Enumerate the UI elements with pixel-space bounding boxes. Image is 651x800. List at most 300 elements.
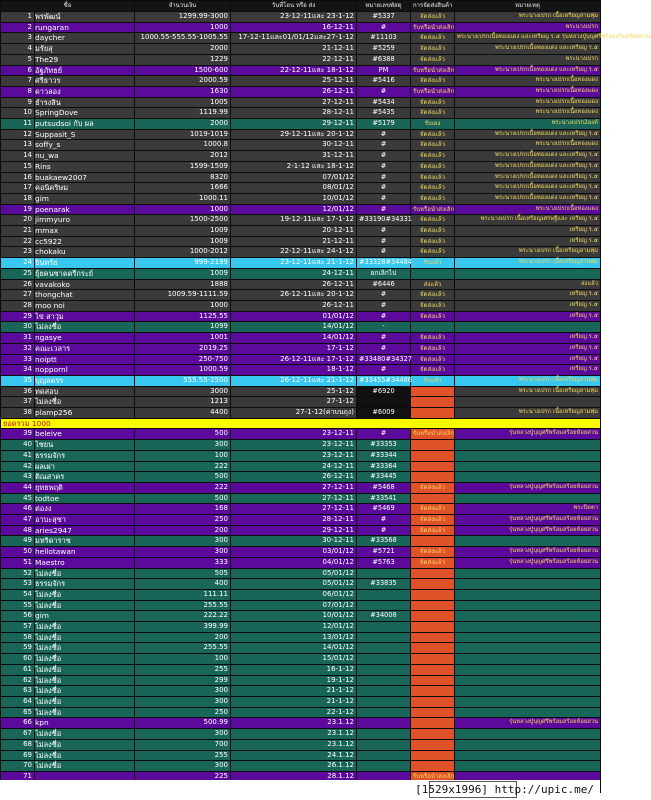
tracking-cell (357, 654, 411, 665)
tracking-cell: # (357, 129, 411, 140)
date-cell: 22-1-12 (231, 707, 357, 718)
tracking-cell: # (357, 161, 411, 172)
table-row[interactable] (1, 12, 601, 23)
note-cell: พระนางเปรก เนื้อเหรียญเศรษฐีและ เหรียญ ร.๕ (455, 215, 601, 226)
status-cell: รับเอง (411, 119, 455, 130)
footer-label (415, 783, 594, 796)
amount-cell: 1599-1509 (135, 161, 231, 172)
donor-name: ธรรมจักร (35, 450, 135, 461)
table-row[interactable] (1, 461, 601, 472)
date-cell: 25-1-12 (231, 386, 357, 397)
row-number: 34 (1, 365, 35, 376)
table-row[interactable] (1, 579, 601, 590)
amount-cell: 1888 (135, 279, 231, 290)
note-cell: พระนางเปรกเนื้อทองแดง และเหรียญ ร.๕ (455, 193, 601, 204)
tracking-cell: # (357, 333, 411, 344)
table-row[interactable] (1, 729, 601, 740)
table-row[interactable] (1, 707, 601, 718)
table-row[interactable] (1, 493, 601, 504)
date-cell: 10/01/12 (231, 611, 357, 622)
table-row[interactable] (1, 611, 601, 622)
status-cell (411, 761, 455, 772)
row-number: 31 (1, 333, 35, 344)
note-cell (455, 268, 601, 279)
note-cell (455, 450, 601, 461)
header-date: วันที่โอน หรือ ส่ง (231, 1, 357, 12)
date-cell: 07/01/12 (231, 600, 357, 611)
donor-name: ไม่ลงชื่อ (35, 397, 135, 408)
table-row[interactable] (1, 193, 601, 204)
table-row[interactable] (1, 739, 601, 750)
table-row[interactable] (1, 343, 601, 354)
table-row[interactable] (1, 44, 601, 55)
table-row[interactable] (1, 365, 601, 376)
tracking-cell: #5179 (357, 119, 411, 130)
date-cell: 27-12-11 (231, 504, 357, 515)
amount-cell: 300 (135, 547, 231, 558)
note-cell: พระนางเปรกเนื้อทองแดง (455, 204, 601, 215)
amount-cell: 2019.25 (135, 343, 231, 354)
donor-name: คณะเวลาร (35, 343, 135, 354)
tracking-cell: # (357, 22, 411, 33)
donor-name: gim (35, 193, 135, 204)
note-cell (455, 697, 601, 708)
note-cell: เหรียญ ร.๕ (455, 333, 601, 344)
row-number: 64 (1, 697, 35, 708)
note-cell (455, 589, 601, 600)
row-number: 11 (1, 119, 35, 130)
date-cell: 26-12-11และ 21-1-12 (231, 375, 357, 386)
date-cell: 27-12-11 (231, 97, 357, 108)
date-cell: 28-12-11 (231, 108, 357, 119)
date-cell: 05/01/12 (231, 579, 357, 590)
date-cell: 21-1-12 (231, 686, 357, 697)
table-row[interactable] (1, 33, 601, 44)
donor-name: ไม่ลงชื่อ (35, 643, 135, 654)
table-row[interactable] (1, 204, 601, 215)
tracking-cell: #33190#34331 (357, 215, 411, 226)
tracking-cell (357, 397, 411, 408)
date-cell: 12/01/12 (231, 204, 357, 215)
row-number: 61 (1, 664, 35, 675)
table-row[interactable] (1, 557, 601, 568)
row-number: 43 (1, 472, 35, 483)
row-number: 16 (1, 172, 35, 183)
note-cell (455, 493, 601, 504)
table-row[interactable] (1, 140, 601, 151)
table-row[interactable] (1, 236, 601, 247)
donor-name: noppornl (35, 365, 135, 376)
donor-name: ไม่ลงชื่อ (35, 739, 135, 750)
donor-name: ไม่ลงชื่อ (35, 686, 135, 697)
amount-cell: 399.99 (135, 622, 231, 633)
tracking-cell: #5416 (357, 76, 411, 87)
date-cell: 26-12-11 (231, 279, 357, 290)
tracking-cell: #33344 (357, 450, 411, 461)
row-number: 13 (1, 140, 35, 151)
amount-cell: 1229 (135, 54, 231, 65)
row-number: 51 (1, 557, 35, 568)
tracking-cell: #33364 (357, 461, 411, 472)
status-cell (411, 408, 455, 419)
donor-name: ngasye (35, 333, 135, 344)
status-cell: ส่งแล้ว (411, 279, 455, 290)
date-cell: 26-12-11 (231, 86, 357, 97)
note-cell (455, 761, 601, 772)
date-cell: 17-12-11และ01/01/12และ27-1-12 (231, 33, 357, 44)
amount-cell: 300 (135, 536, 231, 547)
date-cell: 30-12-11 (231, 140, 357, 151)
status-cell: รับหรือนำส่งเลิก (411, 771, 455, 782)
amount-cell: 1019-1019 (135, 129, 231, 140)
note-cell (455, 611, 601, 622)
amount-cell: 300 (135, 761, 231, 772)
row-number: 59 (1, 643, 35, 654)
amount-cell: 200 (135, 632, 231, 643)
donor-name: อาบะสุชา (35, 515, 135, 526)
table-row[interactable] (1, 183, 601, 194)
amount-cell: 1000 (135, 204, 231, 215)
table-row[interactable] (1, 525, 601, 536)
status-cell (411, 739, 455, 750)
date-cell: 26-12-11และ 17-1-12 (231, 354, 357, 365)
tracking-cell: # (357, 140, 411, 151)
row-number: 33 (1, 354, 35, 365)
table-row[interactable] (1, 654, 601, 665)
tracking-cell: #33568 (357, 536, 411, 547)
note-cell (455, 579, 601, 590)
table-row[interactable] (1, 375, 601, 386)
table-row[interactable] (1, 504, 601, 515)
header-note: หมายเหตุ (455, 1, 601, 12)
status-cell: จัดส่งแล้ว (411, 365, 455, 376)
row-number: 7 (1, 76, 35, 87)
donor-name: ดาวลอง (35, 86, 135, 97)
row-number: 20 (1, 215, 35, 226)
table-row[interactable] (1, 119, 601, 130)
table-row[interactable] (1, 429, 601, 440)
row-number: 71 (1, 771, 35, 782)
tracking-cell: #5763 (357, 557, 411, 568)
status-cell (411, 729, 455, 740)
note-cell (455, 397, 601, 408)
tracking-cell: # (357, 172, 411, 183)
row-number: 4 (1, 44, 35, 55)
donor-name: ผลเผ่า (35, 461, 135, 472)
row-number: 25 (1, 268, 35, 279)
table-row[interactable] (1, 643, 601, 654)
tracking-cell (357, 750, 411, 761)
amount-cell: 555.55-2500 (135, 375, 231, 386)
note-cell: พระนางเปรก เนื้อเหรียญสามพุ่ม (455, 408, 601, 419)
table-row[interactable] (1, 718, 601, 729)
status-cell: จัดส่งแล้ว (411, 226, 455, 237)
status-cell (411, 397, 455, 408)
table-row[interactable] (1, 450, 601, 461)
table-row[interactable] (1, 397, 601, 408)
note-cell: รุ่นหลวงปู่บุญศรีพร้อมสร้อยห้อยสวน (455, 515, 601, 526)
header-row (1, 1, 601, 12)
table-row[interactable] (1, 86, 601, 97)
date-cell: 19-12-11และ 17-1-12 (231, 215, 357, 226)
amount-cell: 222 (135, 482, 231, 493)
status-cell: จัดส่งแล้ว (411, 247, 455, 258)
tracking-cell: #5259 (357, 44, 411, 55)
tracking-cell: # (357, 343, 411, 354)
table-row[interactable] (1, 589, 601, 600)
note-cell: พระนางเปรก เนื้อเหรียญสามพุ่ม (455, 386, 601, 397)
status-cell: จัดส่งแล้ว (411, 311, 455, 322)
donor-name: noiptt (35, 354, 135, 365)
note-cell (455, 322, 601, 333)
table-row[interactable] (1, 750, 601, 761)
date-cell: 17-1-12 (231, 343, 357, 354)
row-number: 21 (1, 226, 35, 237)
table-row[interactable] (1, 515, 601, 526)
status-cell (411, 654, 455, 665)
source-url[interactable]: http://upic.me/ (494, 783, 594, 796)
table-row[interactable] (1, 215, 601, 226)
donor-name: cc5922 (35, 236, 135, 247)
note-cell: พระปิดตา (455, 504, 601, 515)
amount-cell: 1630 (135, 86, 231, 97)
date-cell: 06/01/12 (231, 589, 357, 600)
table-row[interactable] (1, 322, 601, 333)
date-cell: 07/01/12 (231, 172, 357, 183)
tracking-cell: ยกเลิกไป (357, 268, 411, 279)
date-cell: 23-12-11 (231, 429, 357, 440)
table-row[interactable] (1, 472, 601, 483)
status-cell (411, 697, 455, 708)
table-row[interactable] (1, 65, 601, 76)
table-row[interactable] (1, 108, 601, 119)
tracking-cell: PM (357, 65, 411, 76)
table-row[interactable] (1, 172, 601, 183)
date-cell: 08/01/12 (231, 183, 357, 194)
date-cell: 26.1.12 (231, 761, 357, 772)
table-row[interactable] (1, 226, 601, 237)
note-cell (455, 536, 601, 547)
donor-name: aries2947 (35, 525, 135, 536)
tracking-cell: # (357, 247, 411, 258)
row-number: 56 (1, 611, 35, 622)
table-row[interactable] (1, 333, 601, 344)
tracking-cell (357, 686, 411, 697)
status-cell: จัดส่งแล้ว (411, 151, 455, 162)
donor-name: ไข่ สาวุ่ม (35, 311, 135, 322)
amount-cell: 1009 (135, 226, 231, 237)
amount-cell: 1000.55-555.55-1005.55 (135, 33, 231, 44)
date-cell: 23-12-11 (231, 440, 357, 451)
row-number: 70 (1, 761, 35, 772)
note-cell: รุ่นหลวงปู่บุญศรีพร้อมสร้อยห้อยสวน (455, 482, 601, 493)
row-number: 37 (1, 397, 35, 408)
donor-name: คอนิคริษม (35, 183, 135, 194)
row-number: 38 (1, 408, 35, 419)
tracking-cell: #5469 (357, 504, 411, 515)
note-cell: พระนางเปรกเนื้อทองแดง และเหรียญ ร.๕ รุ่นหลวงปู่บุญศรีพร้อมสร้อยห้อยสวน (455, 33, 601, 44)
table-row[interactable] (1, 568, 601, 579)
table-row[interactable] (1, 686, 601, 697)
date-cell: 24.1.12 (231, 750, 357, 761)
status-cell: จัดส่งแล้ว (411, 54, 455, 65)
table-row[interactable] (1, 547, 601, 558)
table-row[interactable] (1, 279, 601, 290)
donor-name: ธำรงสิน (35, 97, 135, 108)
amount-cell: 1299.99-3000 (135, 12, 231, 23)
note-cell: เหรียญ ร.๕ (455, 354, 601, 365)
date-cell: 23-12-11และ 23-1-12 (231, 12, 357, 23)
amount-cell: 2012 (135, 151, 231, 162)
donor-name: buakaew2007 (35, 172, 135, 183)
tracking-cell: #6388 (357, 54, 411, 65)
table-row[interactable] (1, 675, 601, 686)
amount-cell: 300 (135, 729, 231, 740)
status-cell (411, 493, 455, 504)
date-cell: 31-12-11 (231, 151, 357, 162)
status-cell (411, 686, 455, 697)
tracking-cell (357, 697, 411, 708)
tracking-cell: #33835 (357, 579, 411, 590)
table-row[interactable] (1, 664, 601, 675)
donor-name: ติณสาคร (35, 472, 135, 483)
note-cell (455, 654, 601, 665)
tracking-cell: #33480#34327 (357, 354, 411, 365)
date-cell: 29-12-11 (231, 119, 357, 130)
tracking-cell: #33328#34484 (357, 258, 411, 269)
date-cell: 23.1.12 (231, 718, 357, 729)
note-cell (455, 461, 601, 472)
table-row[interactable] (1, 600, 601, 611)
tracking-cell: # (357, 236, 411, 247)
donor-name: ยุทธพฤติ (35, 482, 135, 493)
amount-cell: 300 (135, 697, 231, 708)
tracking-cell: # (357, 151, 411, 162)
date-cell: 23.1.12 (231, 739, 357, 750)
amount-cell: 1009.59-1111.59 (135, 290, 231, 301)
donor-name: SpringDove (35, 108, 135, 119)
table-row[interactable] (1, 622, 601, 633)
tracking-cell: #6920 (357, 386, 411, 397)
row-number: 2 (1, 22, 35, 33)
amount-cell: 1500-2500 (135, 215, 231, 226)
tracking-cell: # (357, 429, 411, 440)
status-cell (411, 322, 455, 333)
status-cell: จัดส่งแล้ว (411, 193, 455, 204)
table-row[interactable] (1, 76, 601, 87)
donor-name: chokaku (35, 247, 135, 258)
table-row[interactable] (1, 482, 601, 493)
date-cell: 16-1-12 (231, 664, 357, 675)
status-cell: จัดส่งแล้ว (411, 161, 455, 172)
note-cell: รุ่นหลวงปู่บุญศรีพร้อมสร้อยห้อยสวน (455, 557, 601, 568)
tracking-cell: #5337 (357, 12, 411, 23)
donor-name: vavakoko (35, 279, 135, 290)
table-row[interactable] (1, 290, 601, 301)
table-row[interactable] (1, 761, 601, 772)
row-number: 47 (1, 515, 35, 526)
status-cell: จัดส่งแล้ว (411, 33, 455, 44)
date-cell: 14/01/12 (231, 322, 357, 333)
row-number: 26 (1, 279, 35, 290)
date-cell: 25-12-11 (231, 76, 357, 87)
tracking-cell: # (357, 525, 411, 536)
row-number: 19 (1, 204, 35, 215)
donor-name: poenarak (35, 204, 135, 215)
table-row[interactable] (1, 129, 601, 140)
status-cell (411, 750, 455, 761)
donor-name: ไม่ลงชื่อ (35, 322, 135, 333)
amount-cell: 250-750 (135, 354, 231, 365)
amount-cell: 225 (135, 771, 231, 782)
date-cell: 27-12-11 (231, 493, 357, 504)
donor-name: ไม่ลงชื่อ (35, 750, 135, 761)
table-row[interactable] (1, 440, 601, 451)
table-row[interactable] (1, 386, 601, 397)
row-number: 45 (1, 493, 35, 504)
table-row[interactable] (1, 247, 601, 258)
note-cell: พระนางเปรกเนื้อทองแดง (455, 76, 601, 87)
status-cell: จัดส่งแล้ว (411, 343, 455, 354)
donor-name: ต่องง (35, 504, 135, 515)
donor-name: ไม่ลงชื่อ (35, 568, 135, 579)
row-number: 29 (1, 311, 35, 322)
amount-cell: 3000 (135, 386, 231, 397)
tracking-cell: # (357, 226, 411, 237)
table-row[interactable] (1, 354, 601, 365)
table-row[interactable] (1, 22, 601, 33)
donor-name: ยินทร์ย (35, 258, 135, 269)
table-row[interactable] (1, 258, 601, 269)
note-cell (455, 675, 601, 686)
table-row[interactable] (1, 311, 601, 322)
note-cell: พระนางเปรกเนื้อทองแดง และเหรียญ ร.๕ (455, 183, 601, 194)
donor-name: ทดสอบ (35, 386, 135, 397)
donor-name: kpn (35, 718, 135, 729)
table-row[interactable] (1, 697, 601, 708)
note-cell: รุ่นหลวงปู่บุญศรีพร้อมสร้อยห้อยสวน (455, 718, 601, 729)
amount-cell: 500 (135, 429, 231, 440)
table-row[interactable] (1, 97, 601, 108)
table-row[interactable] (1, 268, 601, 279)
date-cell: 18-1-12 (231, 365, 357, 376)
donor-name: nu_wa (35, 151, 135, 162)
table-row[interactable] (1, 161, 601, 172)
row-number: 40 (1, 440, 35, 451)
amount-cell: 255.55 (135, 643, 231, 654)
donor-name: putsudsoi กับ ผล (35, 119, 135, 130)
table-row[interactable] (1, 536, 601, 547)
table-row[interactable] (1, 300, 601, 311)
note-cell (455, 664, 601, 675)
table-row[interactable] (1, 408, 601, 419)
table-row[interactable] (1, 54, 601, 65)
donor-name: hellotawan (35, 547, 135, 558)
table-row[interactable] (1, 632, 601, 643)
donor-name: ศรีธาวร (35, 76, 135, 87)
table-row[interactable] (1, 151, 601, 162)
donor-name: todtoe (35, 493, 135, 504)
note-cell: ส่งแล้ว (455, 279, 601, 290)
date-cell: 23.1.12 (231, 729, 357, 740)
date-cell: 21-12-11 (231, 44, 357, 55)
row-number: 27 (1, 290, 35, 301)
row-number: 1 (1, 12, 35, 23)
note-cell: พระนางเปรก2องค์ (455, 119, 601, 130)
amount-cell: 1000.59 (135, 365, 231, 376)
donor-name: ไม่ลงชื่อ (35, 707, 135, 718)
status-cell (411, 632, 455, 643)
